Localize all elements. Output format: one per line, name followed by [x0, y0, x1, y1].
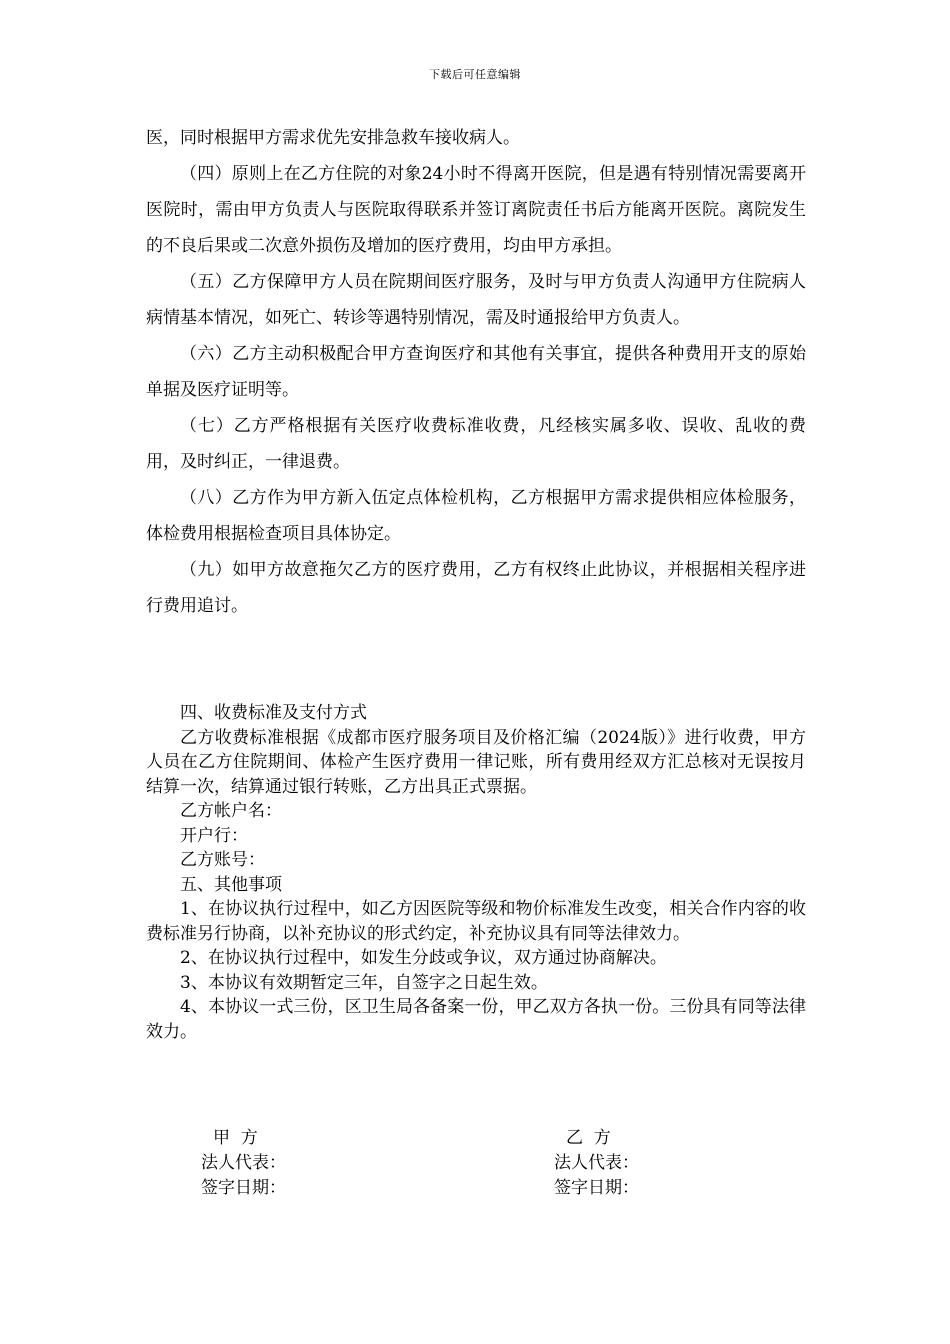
- party-a-representative: 法人代表：: [201, 1153, 286, 1173]
- paragraph-continuation: 医，同时根据甲方需求优先安排急救车接收病人。: [146, 128, 520, 148]
- other-item-2: 2、在协议执行过程中，如发生分歧或争议，双方通过协商解决。: [180, 948, 667, 968]
- section-heading-other: 五、其他事项: [180, 874, 282, 895]
- page-header-note: 下载后可任意编辑: [429, 68, 521, 81]
- agreement-section-1: [146, 120, 806, 624]
- party-b-representative: 法人代表：: [554, 1153, 639, 1173]
- account-number-line: 乙方账号：: [180, 850, 265, 870]
- party-b-title: 乙 方: [566, 1128, 611, 1148]
- clause-8: （八）乙方作为甲方新入伍定点体检机构，乙方根据甲方需求提供相应体检服务，体检费用根据检查项目具体协定。: [146, 488, 806, 544]
- clause-4: （四）原则上在乙方住院的对象24小时不得离开医院，但是遇有特别情况需要离开医院时，需由甲方负责人与医院取得联系并签订离院责任书后方能离开医院。离院发生的不良后果或二次意外损伤及增加的医疗费用，均由甲方承担。: [146, 164, 806, 256]
- other-item-1: 1、在协议执行过程中，如乙方因医院等级和物价标准发生改变，相关合作内容的收费标准另行协商，以补充协议的形式约定，补充协议具有同等法律效力。: [146, 899, 806, 944]
- account-name-line: 乙方帐户名：: [180, 801, 282, 821]
- agreement-section-2: [146, 701, 806, 1044]
- party-a-title: 甲 方: [213, 1128, 258, 1148]
- clause-6: （六）乙方主动积极配合甲方查询医疗和其他有关事宜，提供各种费用开支的原始单据及医疗证明等。: [146, 344, 806, 400]
- clause-9: （九）如甲方故意拖欠乙方的医疗费用，乙方有权终止此协议，并根据相关程序进行费用追讨。: [146, 560, 806, 616]
- other-item-3: 3、本协议有效期暂定三年，自签字之日起生效。: [180, 972, 548, 993]
- other-item-4: 4、本协议一式三份，区卫生局各备案一份，甲乙双方各执一份。三份具有同等法律效力。: [146, 997, 806, 1042]
- party-b-sign-date: 签字日期：: [554, 1178, 639, 1198]
- clause-7: （七）乙方严格根据有关医疗收费标准收费，凡经核实属多收、误收、乱收的费用，及时纠正，一律退费。: [146, 416, 806, 472]
- fee-standard-paragraph: 乙方收费标准根据《成都市医疗服务项目及价格汇编（2024版）》进行收费，甲方人员在乙方住院期间、体检产生医疗费用一律记账，所有费用经双方汇总核对无误按月结算一次，结算通过银行转账，乙方出具正式票据。: [146, 727, 806, 797]
- clause-5: （五）乙方保障甲方人员在院期间医疗服务，及时与甲方负责人沟通甲方住院病人病情基本情况，如死亡、转诊等遇特别情况，需及时通报给甲方负责人。: [146, 272, 806, 328]
- party-a-sign-date: 签字日期：: [201, 1178, 286, 1198]
- section-heading-fees: 四、收费标准及支付方式: [180, 703, 367, 723]
- bank-line: 开户行：: [180, 825, 248, 846]
